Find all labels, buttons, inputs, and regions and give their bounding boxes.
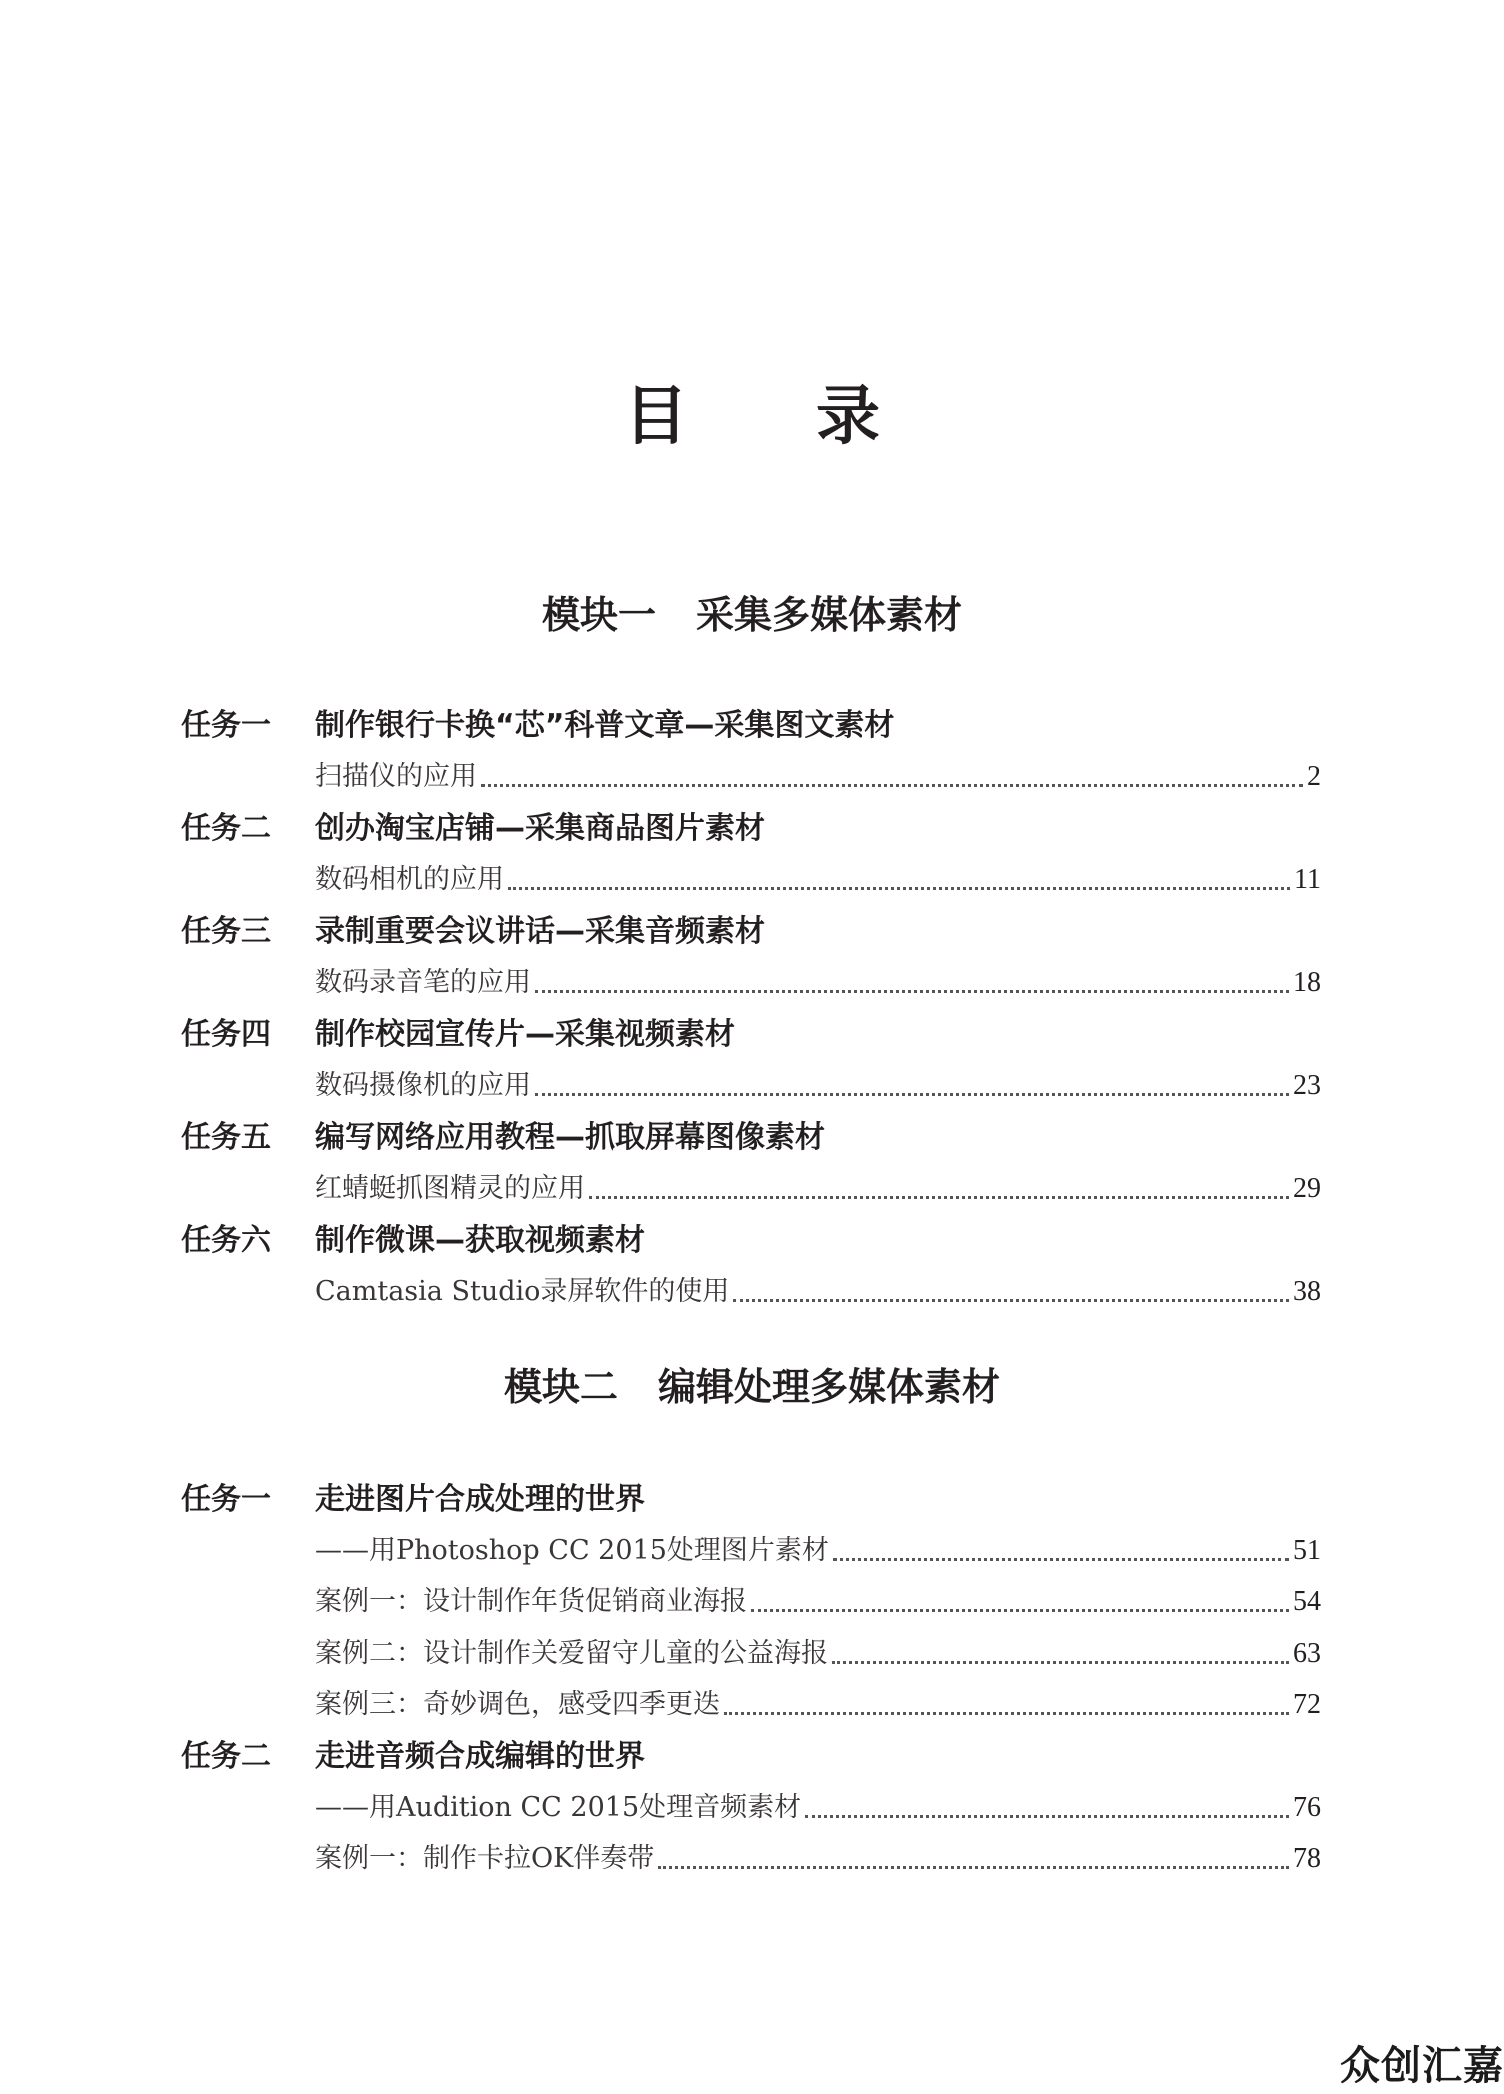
- watermark-logo-text: 众创汇嘉: [1340, 2043, 1504, 2089]
- dot-leader: [724, 1712, 1289, 1715]
- task-number: 任务二: [181, 811, 271, 846]
- dot-leader: [589, 1196, 1289, 1199]
- entry-text: 数码相机的应用: [315, 864, 504, 895]
- page-number: 76: [1293, 1792, 1321, 1823]
- task-number: 任务五: [181, 1120, 271, 1155]
- toc-entry[interactable]: [315, 963, 1321, 1003]
- task-title: 编写网络应用教程—抓取屏幕图像素材: [315, 1120, 825, 1155]
- module-title: 编辑处理多媒体素材: [658, 1365, 1001, 1409]
- entry-text: 数码录音笔的应用: [315, 967, 531, 998]
- dot-leader: [481, 784, 1303, 787]
- task-title: 走进音频合成编辑的世界: [315, 1739, 645, 1774]
- task-title: 制作校园宣传片—采集视频素材: [315, 1017, 735, 1052]
- entry-text: 数码摄像机的应用: [315, 1070, 531, 1101]
- task-title: 走进图片合成处理的世界: [315, 1482, 645, 1517]
- module-number: 模块一: [541, 593, 656, 637]
- entry-text: 扫描仪的应用: [315, 761, 477, 792]
- task-title: 录制重要会议讲话—采集音频素材: [315, 914, 765, 949]
- task-heading[interactable]: [181, 1480, 1321, 1520]
- toc-entry[interactable]: [315, 1272, 1321, 1312]
- page-number: 63: [1293, 1638, 1321, 1669]
- task-number: 任务一: [181, 1482, 271, 1517]
- module-heading: [0, 1362, 1504, 1412]
- page-number: 51: [1293, 1535, 1321, 1566]
- toc-entry[interactable]: [315, 1839, 1321, 1879]
- toc-entry[interactable]: [315, 1066, 1321, 1106]
- task-number: 任务二: [181, 1739, 271, 1774]
- task-number: 任务一: [181, 708, 271, 743]
- task-heading[interactable]: [181, 1118, 1321, 1158]
- toc-entry[interactable]: [315, 860, 1321, 900]
- task-title: 制作银行卡换“芯”科普文章—采集图文素材: [315, 708, 895, 743]
- entry-text: ——用Photoshop CC 2015处理图片素材: [315, 1535, 829, 1566]
- task-number: 任务三: [181, 914, 271, 949]
- module-title: 采集多媒体素材: [696, 593, 963, 637]
- task-title: 制作微课—获取视频素材: [315, 1223, 645, 1258]
- dot-leader: [833, 1558, 1289, 1561]
- toc-entry[interactable]: [315, 1788, 1321, 1828]
- page-number: 38: [1293, 1276, 1321, 1307]
- toc-entry[interactable]: [315, 1582, 1321, 1622]
- dot-leader: [658, 1866, 1289, 1869]
- title-char-1: 目: [624, 380, 688, 454]
- dot-leader: [832, 1661, 1289, 1664]
- dot-leader: [508, 887, 1290, 890]
- dot-leader: [805, 1815, 1289, 1818]
- dot-leader: [733, 1299, 1289, 1302]
- page-number: 72: [1293, 1689, 1321, 1720]
- task-heading[interactable]: [181, 706, 1321, 746]
- module-heading: [0, 590, 1504, 640]
- toc-entry[interactable]: [315, 1531, 1321, 1571]
- toc-entry[interactable]: [315, 1685, 1321, 1725]
- entry-text: 案例一：制作卡拉OK伴奏带: [315, 1843, 655, 1874]
- task-heading[interactable]: [181, 1737, 1321, 1777]
- dot-leader: [535, 1093, 1289, 1096]
- task-heading[interactable]: [181, 912, 1321, 952]
- dot-leader: [535, 990, 1289, 993]
- toc-entry[interactable]: [315, 1634, 1321, 1674]
- page-number: 78: [1293, 1843, 1321, 1874]
- entry-text: 案例三：奇妙调色，感受四季更迭: [315, 1689, 720, 1720]
- page-number: 54: [1293, 1586, 1321, 1617]
- toc-entry[interactable]: [315, 1169, 1321, 1209]
- dot-leader: [751, 1609, 1289, 1612]
- task-number: 任务四: [181, 1017, 271, 1052]
- toc-entry[interactable]: [315, 757, 1321, 797]
- page-number: 11: [1294, 864, 1321, 895]
- page-number: 29: [1293, 1173, 1321, 1204]
- entry-text: ——用Audition CC 2015处理音频素材: [315, 1792, 802, 1823]
- page-title: [0, 372, 1504, 462]
- title-char-2: 录: [816, 380, 880, 454]
- watermark-logo: [1294, 2038, 1504, 2094]
- module-number: 模块二: [503, 1365, 618, 1409]
- entry-text: 案例一：设计制作年货促销商业海报: [315, 1586, 747, 1617]
- entry-text: 案例二：设计制作关爱留守儿童的公益海报: [315, 1638, 828, 1669]
- task-number: 任务六: [181, 1223, 271, 1258]
- page-number: 23: [1293, 1070, 1321, 1101]
- entry-text: 红蜻蜓抓图精灵的应用: [315, 1173, 585, 1204]
- task-heading[interactable]: [181, 1015, 1321, 1055]
- task-heading[interactable]: [181, 1221, 1321, 1261]
- task-title: 创办淘宝店铺—采集商品图片素材: [315, 811, 765, 846]
- entry-text: Camtasia Studio录屏软件的使用: [315, 1276, 730, 1307]
- task-heading[interactable]: [181, 809, 1321, 849]
- page-number: 2: [1307, 761, 1321, 792]
- page-number: 18: [1293, 967, 1321, 998]
